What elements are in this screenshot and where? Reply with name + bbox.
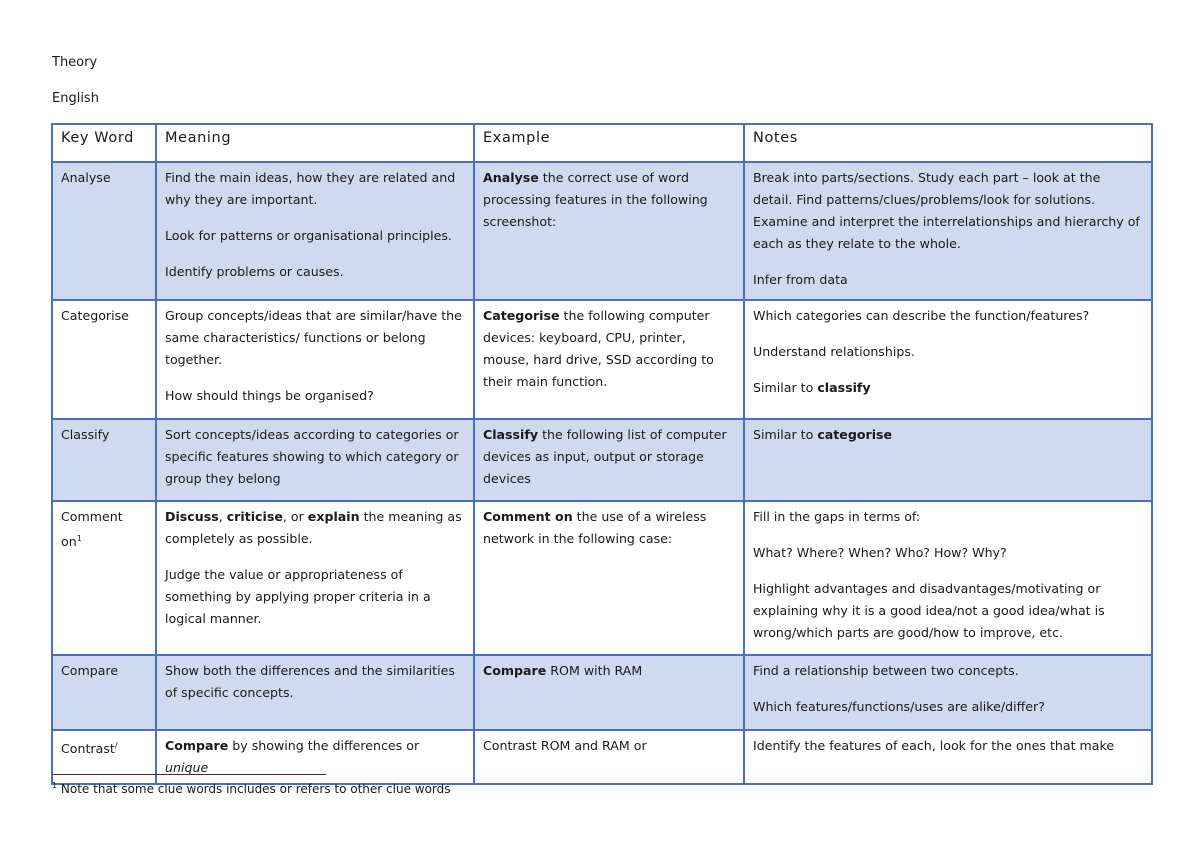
- notes-cell: Similar to categorise: [744, 419, 1152, 501]
- column-header-key-word: Key Word: [52, 124, 156, 162]
- notes-cell: Fill in the gaps in terms of: What? Where? When? Who? How? Why? Highlight advantages and disadvantages/motivating or explaining why it is a good idea/not a good idea/what is wrong/which parts are good/how to improve, etc.: [744, 501, 1152, 655]
- notes-cell: Which categories can describe the function/features? Understand relationships. Similar to classify: [744, 300, 1152, 419]
- meaning-cell: Compare by showing the differences or unique: [156, 730, 474, 784]
- table-row-categorise: [52, 300, 1152, 419]
- example-cell: Comment on the use of a wireless network in the following case:: [474, 501, 744, 655]
- example-cell: Categorise the following computer devices: keyboard, CPU, printer, mouse, hard drive, SSD according to their main function.: [474, 300, 744, 419]
- column-header-meaning: Meaning: [156, 124, 474, 162]
- table-row-classify: [52, 419, 1152, 501]
- example-cell: Analyse the correct use of word processing features in the following screenshot:: [474, 162, 744, 300]
- footnote-reference: 1: [76, 534, 82, 543]
- table-row-comment-on: [52, 501, 1152, 655]
- key-word-cell: Contrast/: [52, 730, 156, 784]
- meaning-cell: Show both the differences and the similarities of specific concepts.: [156, 655, 474, 730]
- notes-cell: Break into parts/sections. Study each part – look at the detail. Find patterns/clues/problems/look for solutions. Examine and interpret the interrelationships and hierarchy of each as they relate to the whole. Infer from data: [744, 162, 1152, 300]
- key-word-table: [51, 123, 1153, 785]
- meaning-cell: Sort concepts/ideas according to categories or specific features showing to which category or group they belong: [156, 419, 474, 501]
- footnote-separator: [52, 774, 326, 775]
- example-cell: Compare ROM with RAM: [474, 655, 744, 730]
- table-row-analyse: [52, 162, 1152, 300]
- meaning-cell: Group concepts/ideas that are similar/have the same characteristics/ functions or belong together. How should things be organised?: [156, 300, 474, 419]
- key-word-cell: Categorise: [52, 300, 156, 419]
- column-header-example: Example: [474, 124, 744, 162]
- notes-cell: Find a relationship between two concepts. Which features/functions/uses are alike/differ?: [744, 655, 1152, 730]
- key-word-cell: Classify: [52, 419, 156, 501]
- meaning-cell: Discuss, criticise, or explain the meaning as completely as possible. Judge the value or appropriateness of something by applying proper criteria in a logical manner.: [156, 501, 474, 655]
- example-cell: Classify the following list of computer devices as input, output or storage devices: [474, 419, 744, 501]
- key-word-cell: Analyse: [52, 162, 156, 300]
- subject-label: Theory: [52, 55, 98, 70]
- table-row-contrast: [52, 730, 1152, 784]
- column-header-notes: Notes: [744, 124, 1152, 162]
- key-word-cell: Compare: [52, 655, 156, 730]
- notes-cell: Identify the features of each, look for the ones that make: [744, 730, 1152, 784]
- language-label: English: [52, 91, 99, 106]
- meaning-cell: Find the main ideas, how they are related and why they are important. Look for patterns or organisational principles. Identify problems or causes.: [156, 162, 474, 300]
- key-word-cell: Comment $on^1$: [52, 501, 156, 655]
- example-cell: Contrast ROM and RAM or: [474, 730, 744, 784]
- table-row-compare: [52, 655, 1152, 730]
- footnote: $^1$ Note that some clue words includes or refers to other clue words: [52, 781, 451, 796]
- table-header-row: [52, 124, 1152, 162]
